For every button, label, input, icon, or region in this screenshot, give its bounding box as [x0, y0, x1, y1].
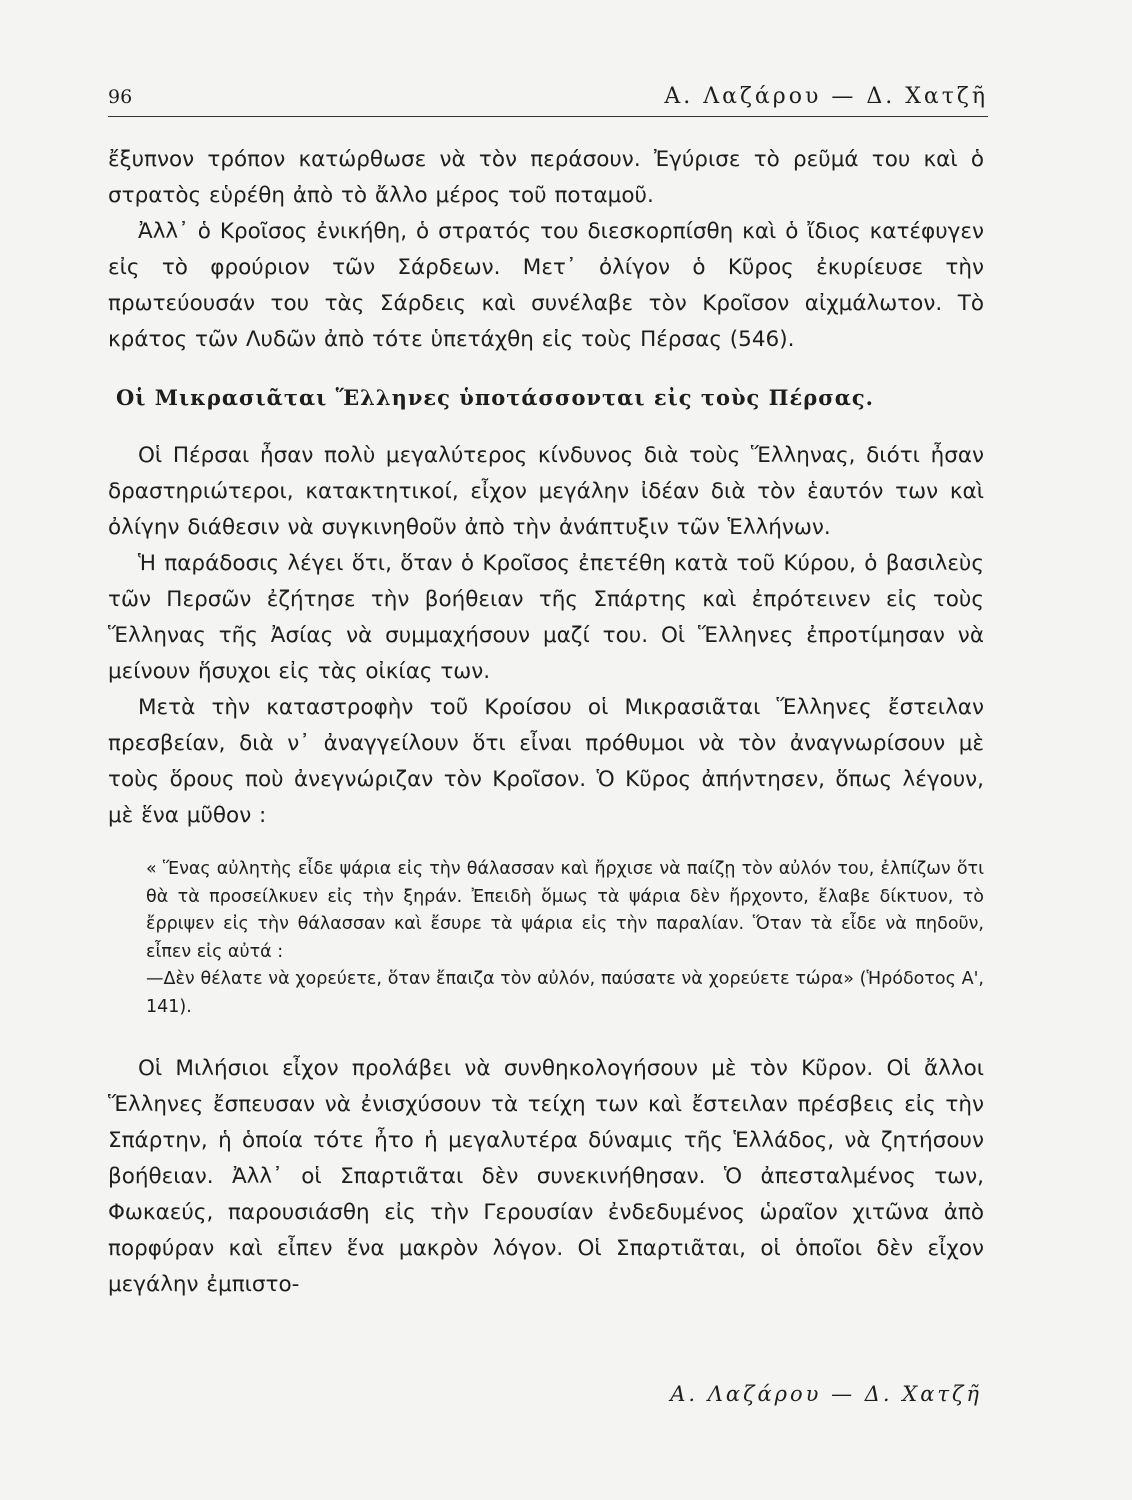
quote-dialogue: —Δὲν θέλατε νὰ χορεύετε, ὅταν ἔπαιζα τὸν αὐλόν, παύσατε νὰ χορεύετε τώρα» (Ἡρόδοτος Α', 141). [146, 969, 984, 1017]
paragraph: Οἱ Μιλήσιοι εἶχον προλάβει νὰ συνθηκολογήσουν μὲ τὸν Κῦρον. Οἱ ἄλλοι Ἕλληνες ἔσπευσαν νὰ ἐνισχύσουν τὰ τείχη των καὶ ἔστειλαν πρέσβεις εἰς τὴν Σπάρτην, ἡ ὁποία τότε ἦτο ἡ μεγαλυτέρα δύναμις τῆς Ἑλλάδος, νὰ ζητήσουν βοήθειαν. Ἀλλ᾽ οἱ Σπαρτιᾶται δὲν συνεκινήθησαν. Ὁ ἀπεσταλμένος των, Φωκαεύς, παρουσιάσθη εἰς τὴν Γερουσίαν ἐνδεδυμένος ὡραῖον χιτῶνα ἀπὸ πορφύραν καὶ εἶπεν ἕνα μακρὸν λόγον. Οἱ Σπαρτιᾶται, οἱ ὁποῖοι δὲν εἶχον μεγάλην ἐμπιστο- [108, 1056, 984, 1297]
quote-text: « Ἕνας αὐλητὴς εἶδε ψάρια εἰς τὴν θάλασσαν καὶ ἤρχισε νὰ παίζῃ τὸν αὐλόν του, ἐλπίζων ὅτι θὰ τὰ προσείλκυεν εἰς τὴν ξηράν. Ἐπειδὴ ὅμως τὰ ψάρια δὲν ἤρχοντο, ἔλαβε δίκτυον, τὸ ἔρριψεν εἰς τὴν θάλασσαν καὶ ἔσυρε τὰ ψάρια εἰς τὴν παραλίαν. Ὅταν τὰ εἶδε νὰ πηδοῦν, εἶπεν εἰς αὐτά : [146, 859, 984, 962]
section-heading: Οἱ Μικρασιᾶται Ἕλληνες ὑποτάσσονται εἰς τοὺς Πέρσας. [116, 385, 874, 410]
paragraph: ἔξυπνον τρόπον κατώρθωσε νὰ τὸν περάσουν. Ἐγύρισε τὸ ρεῦμά του καὶ ὁ στρατὸς εὑρέθη ἀπὸ τὸ ἄλλο μέρος τοῦ ποταμοῦ. [108, 147, 984, 208]
body-text [108, 142, 984, 1303]
page-number: 96 [108, 86, 133, 108]
footer-signature: Α. Λαζάρου — Δ. Χατζῆ [670, 1382, 982, 1406]
paragraph: Οἱ Πέρσαι ἦσαν πολὺ μεγαλύτερος κίνδυνος διὰ τοὺς Ἕλληνας, διότι ἦσαν δραστηριώτεροι, κατακτητικοί, εἶχον μεγάλην ἰδέαν διὰ τὸν ἑαυτόν των καὶ ὀλίγην διάθεσιν νὰ συγκινηθοῦν ἀπὸ τὴν ἀνάπτυξιν τῶν Ἑλλήνων. [108, 443, 984, 540]
paragraph: Ἡ παράδοσις λέγει ὅτι, ὅταν ὁ Κροῖσος ἐπετέθη κατὰ τοῦ Κύρου, ὁ βασιλεὺς τῶν Περσῶν ἐζήτησε τὴν βοήθειαν τῆς Σπάρτης καὶ ἐπρότεινεν εἰς τοὺς Ἕλληνας τῆς Ἀσίας νὰ συμμαχήσουν μαζί του. Οἱ Ἕλληνες ἐπροτίμησαν νὰ μείνουν ἥσυχοι εἰς τὰς οἰκίας των. [108, 551, 984, 684]
page-header [108, 80, 988, 117]
paragraph: Ἀλλ᾽ ὁ Κροῖσος ἐνικήθη, ὁ στρατός του διεσκορπίσθη καὶ ὁ ἴδιος κατέφυγεν εἰς τὸ φρούριον τῶν Σάρδεων. Μετ᾽ ὀλίγον ὁ Κῦρος ἐκυρίευσε τὴν πρωτεύουσάν του τὰς Σάρδεις καὶ συνέλαβε τὸν Κροῖσον αἰχμάλωτον. Τὸ κράτος τῶν Λυδῶν ἀπὸ τότε ὑπετάχθη εἰς τοὺς Πέρσας (546). [108, 219, 984, 352]
fable-quote [108, 856, 984, 1021]
paragraph: Μετὰ τὴν καταστροφὴν τοῦ Κροίσου οἱ Μικρασιᾶται Ἕλληνες ἔστειλαν πρεσβείαν, διὰ ν᾽ ἀναγγείλουν ὅτι εἶναι πρόθυμοι νὰ τὸν ἀναγνωρίσουν μὲ τοὺς ὅρους ποὺ ἀνεγνώριζαν τὸν Κροῖσον. Ὁ Κῦρος ἀπήντησεν, ὅπως λέγουν, μὲ ἕνα μῦθον : [108, 695, 984, 828]
running-head: Α. Λαζάρου — Δ. Χατζῆ [664, 84, 988, 109]
